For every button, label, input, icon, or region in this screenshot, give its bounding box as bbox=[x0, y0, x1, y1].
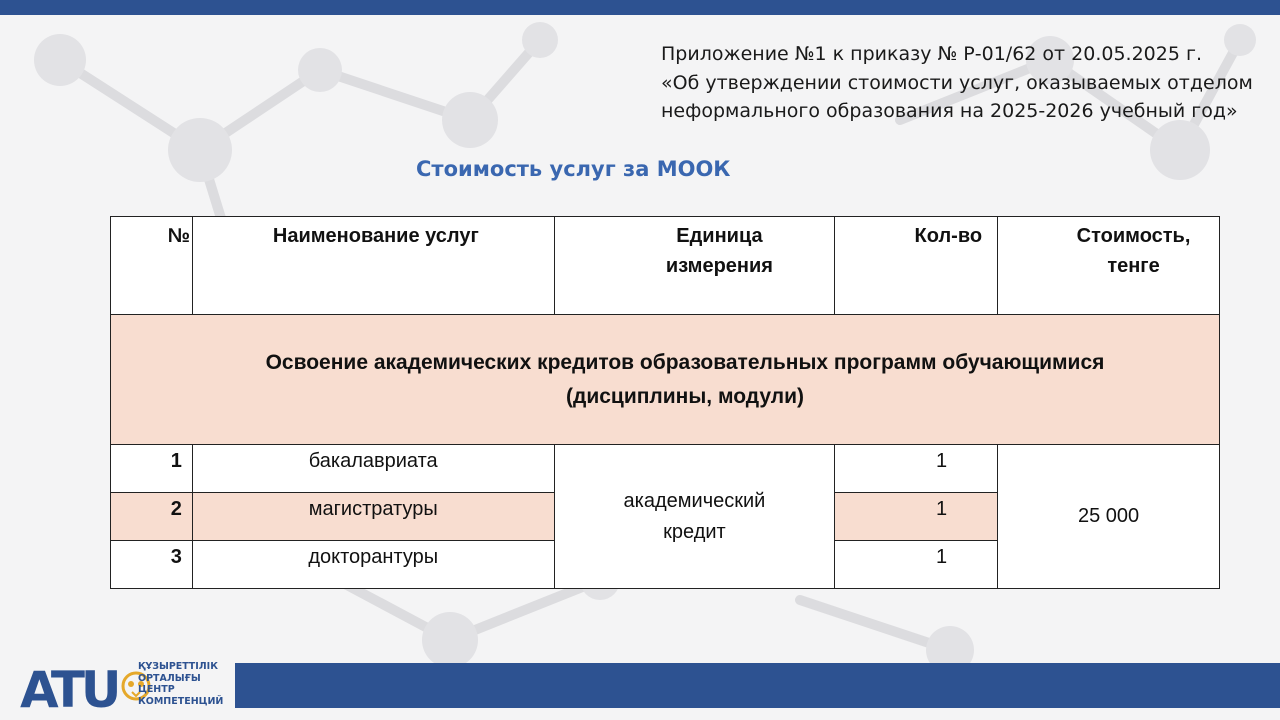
logo-caption-line: ЦЕНТР bbox=[138, 684, 175, 695]
section-title-line: Освоение академических кредитов образовательных программ обучающимися bbox=[265, 350, 1105, 374]
row-num: 2 bbox=[111, 493, 193, 541]
price-table bbox=[110, 216, 1220, 589]
bottom-accent-bar bbox=[235, 663, 1280, 708]
header-num-label: № bbox=[167, 225, 190, 247]
section-row bbox=[111, 315, 1220, 445]
order-reference-line: Приложение №1 к приказу № Р-01/62 от 20.05.2025 г. bbox=[661, 43, 1202, 65]
header-unit-label: Единица bbox=[676, 225, 763, 247]
header-unit-label: измерения bbox=[665, 255, 773, 277]
header-name bbox=[192, 217, 554, 315]
cost-cell bbox=[998, 445, 1220, 589]
page-title: Стоимость услуг за МООК bbox=[416, 157, 731, 181]
logo-caption-line: ОРТАЛЫҒЫ bbox=[138, 672, 201, 684]
header-name-label: Наименование услуг bbox=[272, 225, 479, 247]
header-qty-label: Кол-во bbox=[914, 225, 983, 247]
cost-value: 25 000 bbox=[1077, 505, 1140, 527]
row-qty: 1 bbox=[835, 445, 998, 493]
table-header-row bbox=[111, 217, 1220, 315]
header-cost-label: Стоимость, bbox=[1076, 225, 1191, 247]
section-title-line: (дисциплины, модули) bbox=[566, 384, 804, 408]
header-cost bbox=[998, 217, 1220, 315]
header-unit bbox=[554, 217, 835, 315]
section-title bbox=[111, 315, 1220, 445]
unit-label: академический bbox=[623, 489, 766, 512]
row-num: 3 bbox=[111, 541, 193, 589]
row-qty: 1 bbox=[835, 541, 998, 589]
logo-caption bbox=[138, 661, 223, 707]
header-qty bbox=[835, 217, 998, 315]
row-name: докторантуры bbox=[192, 541, 554, 589]
row-name: магистратуры bbox=[192, 493, 554, 541]
unit-cell bbox=[554, 445, 835, 589]
unit-label: кредит bbox=[663, 520, 726, 543]
top-accent-bar bbox=[0, 0, 1280, 15]
row-name: бакалавриата bbox=[192, 445, 554, 493]
header-num bbox=[111, 217, 193, 315]
order-reference-line: «Об утверждении стоимости услуг, оказываемых отделом bbox=[661, 71, 1253, 94]
row-num: 1 bbox=[111, 445, 193, 493]
logo-caption-line: ҚҰЗЫРЕТТІЛІК bbox=[138, 661, 218, 672]
atu-logo-mark: ATU bbox=[20, 661, 118, 712]
order-reference bbox=[661, 40, 1271, 126]
row-qty: 1 bbox=[835, 493, 998, 541]
header-cost-label: тенге bbox=[1107, 255, 1160, 277]
order-reference-line: неформального образования на 2025-2026 учебный год» bbox=[661, 100, 1238, 122]
table-row bbox=[111, 445, 1220, 493]
logo-caption-line: КОМПЕТЕНЦИЙ bbox=[138, 695, 224, 707]
